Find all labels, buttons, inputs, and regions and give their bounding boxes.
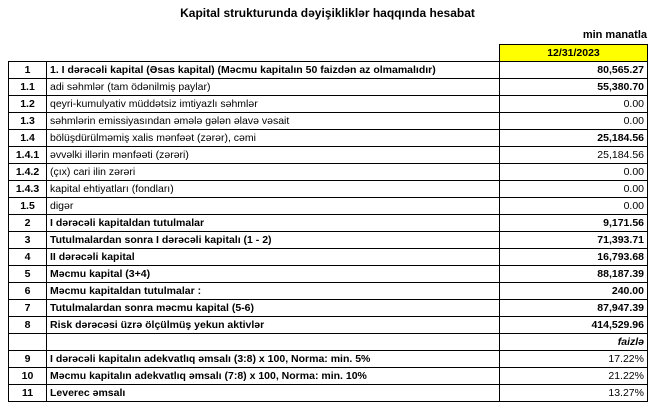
table-row [9, 334, 648, 351]
table-row [9, 113, 648, 130]
row-value-cell: 25,184.56 [500, 147, 648, 164]
table-row [9, 351, 648, 368]
report-title: Kapital strukturunda dəyişikliklər haqqında hesabat [180, 6, 475, 20]
table-row [9, 317, 648, 334]
table-row [9, 300, 648, 317]
row-label-cell: 1. I dərəcəli kapital (Əsas kapital) (Məcmu kapitalın 50 faizdən az olmamalıdır) [47, 62, 500, 79]
row-label-cell: qeyri-kumulyativ müddətsiz imtiyazlı səhmlər [47, 96, 500, 113]
table-row [9, 215, 648, 232]
row-value-cell: 87,947.39 [500, 300, 648, 317]
row-value-cell: 16,793.68 [500, 249, 648, 266]
table-row [9, 164, 648, 181]
row-number-cell: 6 [9, 283, 47, 300]
row-number-cell: 11 [9, 385, 47, 402]
row-label-cell: kapital ehtiyatları (fondları) [47, 181, 500, 198]
row-label-cell: bölüşdürülməmiş xalis mənfəət (zərər), cəmi [47, 130, 500, 147]
row-value-cell: 25,184.56 [500, 130, 648, 147]
row-value-cell: 88,187.39 [500, 266, 648, 283]
row-number-cell: 1 [9, 62, 47, 79]
row-label-cell: (çıx) cari ilin zərəri [47, 164, 500, 181]
row-value-cell: 0.00 [500, 181, 648, 198]
table-row [9, 266, 648, 283]
row-number-cell: 1.4.3 [9, 181, 47, 198]
row-value-cell: 0.00 [500, 113, 648, 130]
table-row [9, 385, 648, 402]
row-label-cell: Tutulmalardan sonra məcmu kapital (5-6) [47, 300, 500, 317]
header-spacer [9, 45, 500, 62]
table-row [9, 232, 648, 249]
row-label-cell: II dərəcəli kapital [47, 249, 500, 266]
row-value-cell: 21.22% [500, 368, 648, 385]
capital-structure-table [8, 44, 648, 402]
row-label-cell: I dərəcəli kapitalın adekvatlıq əmsalı (3:8) x 100, Norma: min. 5% [47, 351, 500, 368]
row-label-cell: Məcmu kapitaldan tutulmalar : [47, 283, 500, 300]
row-number-cell: 1.5 [9, 198, 47, 215]
row-number-cell: 1.4.2 [9, 164, 47, 181]
row-number-cell: 1.3 [9, 113, 47, 130]
row-number-cell: 1.4.1 [9, 147, 47, 164]
row-label-cell: I dərəcəli kapitaldan tutulmalar [47, 215, 500, 232]
row-number-cell: 9 [9, 351, 47, 368]
table-row [9, 147, 648, 164]
row-label-cell: digər [47, 198, 500, 215]
row-value-cell: 0.00 [500, 96, 648, 113]
row-value-cell: 13.27% [500, 385, 648, 402]
table-row [9, 181, 648, 198]
row-value-cell: 17.22% [500, 351, 648, 368]
table-header-row [9, 45, 648, 62]
row-label-cell: Tutulmalardan sonra I dərəcəli kapitalı (1 - 2) [47, 232, 500, 249]
row-label-cell: Risk dərəcəsi üzrə ölçülmüş yekun aktivlər [47, 317, 500, 334]
table-row [9, 368, 648, 385]
row-number-cell: 3 [9, 232, 47, 249]
row-label-cell [47, 334, 500, 351]
row-label-cell: adi səhmlər (tam ödənilmiş paylar) [47, 79, 500, 96]
table-row [9, 198, 648, 215]
date-header-cell: 12/31/2023 [500, 45, 648, 62]
row-value-cell: 55,380.70 [500, 79, 648, 96]
row-value-cell: 240.00 [500, 283, 648, 300]
row-number-cell: 8 [9, 317, 47, 334]
row-label-cell: əvvəlki illərin mənfəəti (zərəri) [47, 147, 500, 164]
row-number-cell: 7 [9, 300, 47, 317]
table-row [9, 96, 648, 113]
row-label-cell: Leverec əmsalı [47, 385, 500, 402]
row-number-cell: 1.2 [9, 96, 47, 113]
row-number-cell: 4 [9, 249, 47, 266]
row-value-cell: 414,529.96 [500, 317, 648, 334]
unit-label: min manatla [582, 29, 647, 41]
row-value-cell: 80,565.27 [500, 62, 648, 79]
row-value-cell: 0.00 [500, 164, 648, 181]
row-value-cell: 9,171.56 [500, 215, 648, 232]
row-number-cell: 10 [9, 368, 47, 385]
row-label-cell: Məcmu kapital (3+4) [47, 266, 500, 283]
row-value-cell: faizlə [500, 334, 648, 351]
row-label-cell: Məcmu kapitalın adekvatlıq əmsalı (7:8) x 100, Norma: min. 10% [47, 368, 500, 385]
row-number-cell [9, 334, 47, 351]
row-label-cell: səhmlərin emissiyasından əmələ gələn əlavə vəsait [47, 113, 500, 130]
row-number-cell: 1.4 [9, 130, 47, 147]
row-value-cell: 0.00 [500, 198, 648, 215]
table-row [9, 130, 648, 147]
table-row [9, 283, 648, 300]
row-number-cell: 2 [9, 215, 47, 232]
row-number-cell: 1.1 [9, 79, 47, 96]
row-value-cell: 71,393.71 [500, 232, 648, 249]
table-row [9, 249, 648, 266]
row-number-cell: 5 [9, 266, 47, 283]
table-row [9, 79, 648, 96]
table-row [9, 62, 648, 79]
